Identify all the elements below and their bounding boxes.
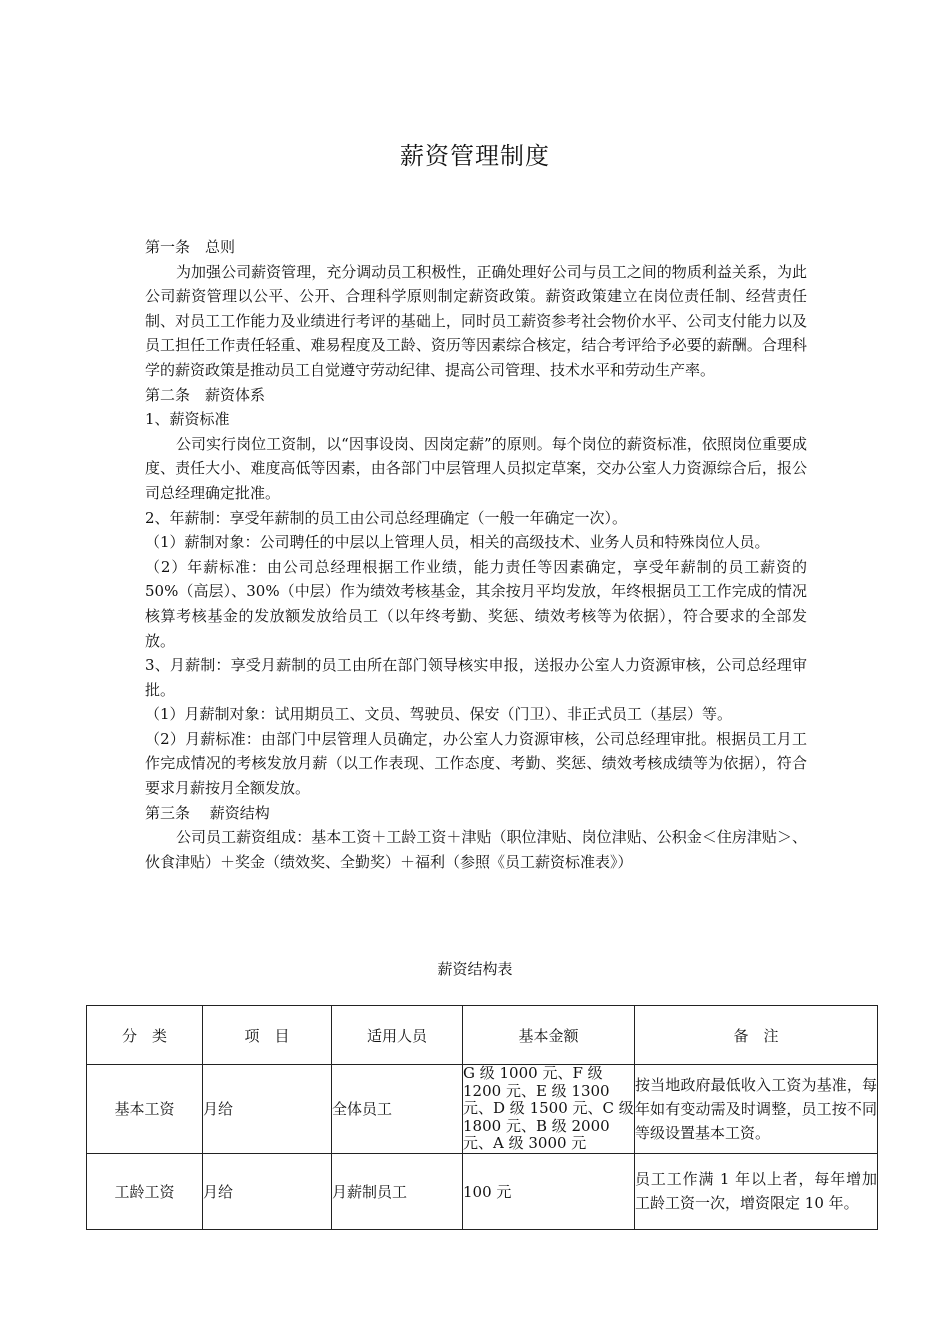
document-title: 薪资管理制度: [400, 142, 550, 170]
cell-base-amount: G 级 1000 元、F 级 1200 元、E 级 1300 元、D 级 1500 元、C 级 1800 元、B 级 2000 元、A 级 3000 元: [463, 1064, 634, 1152]
table-row: [87, 1153, 878, 1229]
cell-item: 月给: [203, 1153, 332, 1229]
salary-structure-table: [86, 1005, 878, 1230]
table-header-row: [87, 1006, 878, 1065]
body-paragraph: （1）月薪制对象：试用期员工、文员、驾驶员、保安（门卫）、非正式员工（基层）等。: [145, 705, 733, 724]
body-paragraph: 3、月薪制：享受月薪制的员工由所在部门领导核实申报，送报办公室人力资源审核，公司总经理审批。: [145, 656, 807, 699]
body-paragraph: （1）薪制对象：公司聘任的中层以上管理人员，相关的高级技术、业务人员和特殊岗位人员。: [145, 533, 770, 552]
section-heading: 第二条 薪资体系: [145, 385, 266, 404]
document-body: [145, 235, 807, 874]
cell-category: 工龄工资: [87, 1153, 203, 1229]
header-category: 分 类: [87, 1006, 203, 1065]
section-heading: 第一条 总则: [145, 238, 236, 256]
cell-remarks: 员工工作满 1 年以上者，每年增加工龄工资一次，增资限定 10 年。: [635, 1153, 878, 1229]
cell-applicable-staff: 月薪制员工: [332, 1153, 463, 1229]
cell-applicable-staff: 全体员工: [332, 1065, 463, 1154]
header-item: 项 目: [203, 1006, 332, 1065]
body-paragraph: （2）月薪标准：由部门中层管理人员确定，办公室人力资源审核，公司总经理审批。根据员工月工作完成情况的考核发放月薪（以工作表现、工作态度、考勤、奖惩、绩效考核成绩等为依据），符合要求月薪按月全额发放。: [145, 729, 807, 798]
body-paragraph: （2）年薪标准：由公司总经理根据工作业绩，能力责任等因素确定，享受年薪制的员工薪资的 50%（高层）、30%（中层）作为绩效考核基金，其余按月平均发放，年终根据员工工作完成的情况核算考核基金的发放额发放给员工（以年终考勤、奖惩、绩效考核等为依据），符合要求的全部发放。: [145, 557, 807, 650]
cell-category: 基本工资: [87, 1065, 203, 1154]
body-paragraph: 2、年薪制：享受年薪制的员工由公司总经理确定（一般一年确定一次）。: [145, 508, 628, 527]
section-heading: 第三条 薪资结构: [145, 803, 270, 822]
header-applicable-staff: 适用人员: [332, 1006, 463, 1065]
cell-base-amount: 100 元: [463, 1153, 635, 1229]
body-paragraph: 公司员工薪资组成：基本工资＋工龄工资＋津贴（职位津贴、岗位津贴、公积金＜住房津贴＞、伙食津贴）＋奖金（绩效奖、全勤奖）＋福利（参照《员工薪资标准表》）: [145, 828, 807, 871]
header-base-amount: 基本金额: [463, 1006, 635, 1065]
cell-item: 月给: [203, 1065, 332, 1154]
body-paragraph: 为加强公司薪资管理，充分调动员工积极性，正确处理好公司与员工之间的物质利益关系，为此公司薪资管理以公平、公开、合理科学原则制定薪资政策。薪资政策建立在岗位责任制、经营责任制、对员工工作能力及业绩进行考评的基础上，同时员工薪资参考社会物价水平、公司支付能力以及员工担任工作责任轻重、难易程度及工龄、资历等因素综合核定，结合考评给予必要的薪酬。合理科学的薪资政策是推动员工自觉遵守劳动纪律、提高公司管理、技术水平和劳动生产率。: [145, 262, 807, 379]
subsection-heading: 1、薪资标准: [145, 410, 230, 429]
cell-remarks: 按当地政府最低收入工资为基准，每年如有变动需及时调整，员工按不同等级设置基本工资。: [635, 1065, 878, 1154]
table-row: [87, 1065, 878, 1154]
table-caption: 薪资结构表: [437, 960, 513, 978]
header-remarks: 备 注: [635, 1006, 878, 1065]
body-paragraph: 公司实行岗位工资制，以“因事设岗、因岗定薪”的原则。每个岗位的薪资标准，依照岗位重要成度、责任大小、难度高低等因素，由各部门中层管理人员拟定草案，交办公室人力资源综合后，报公司总经理确定批准。: [145, 434, 807, 502]
